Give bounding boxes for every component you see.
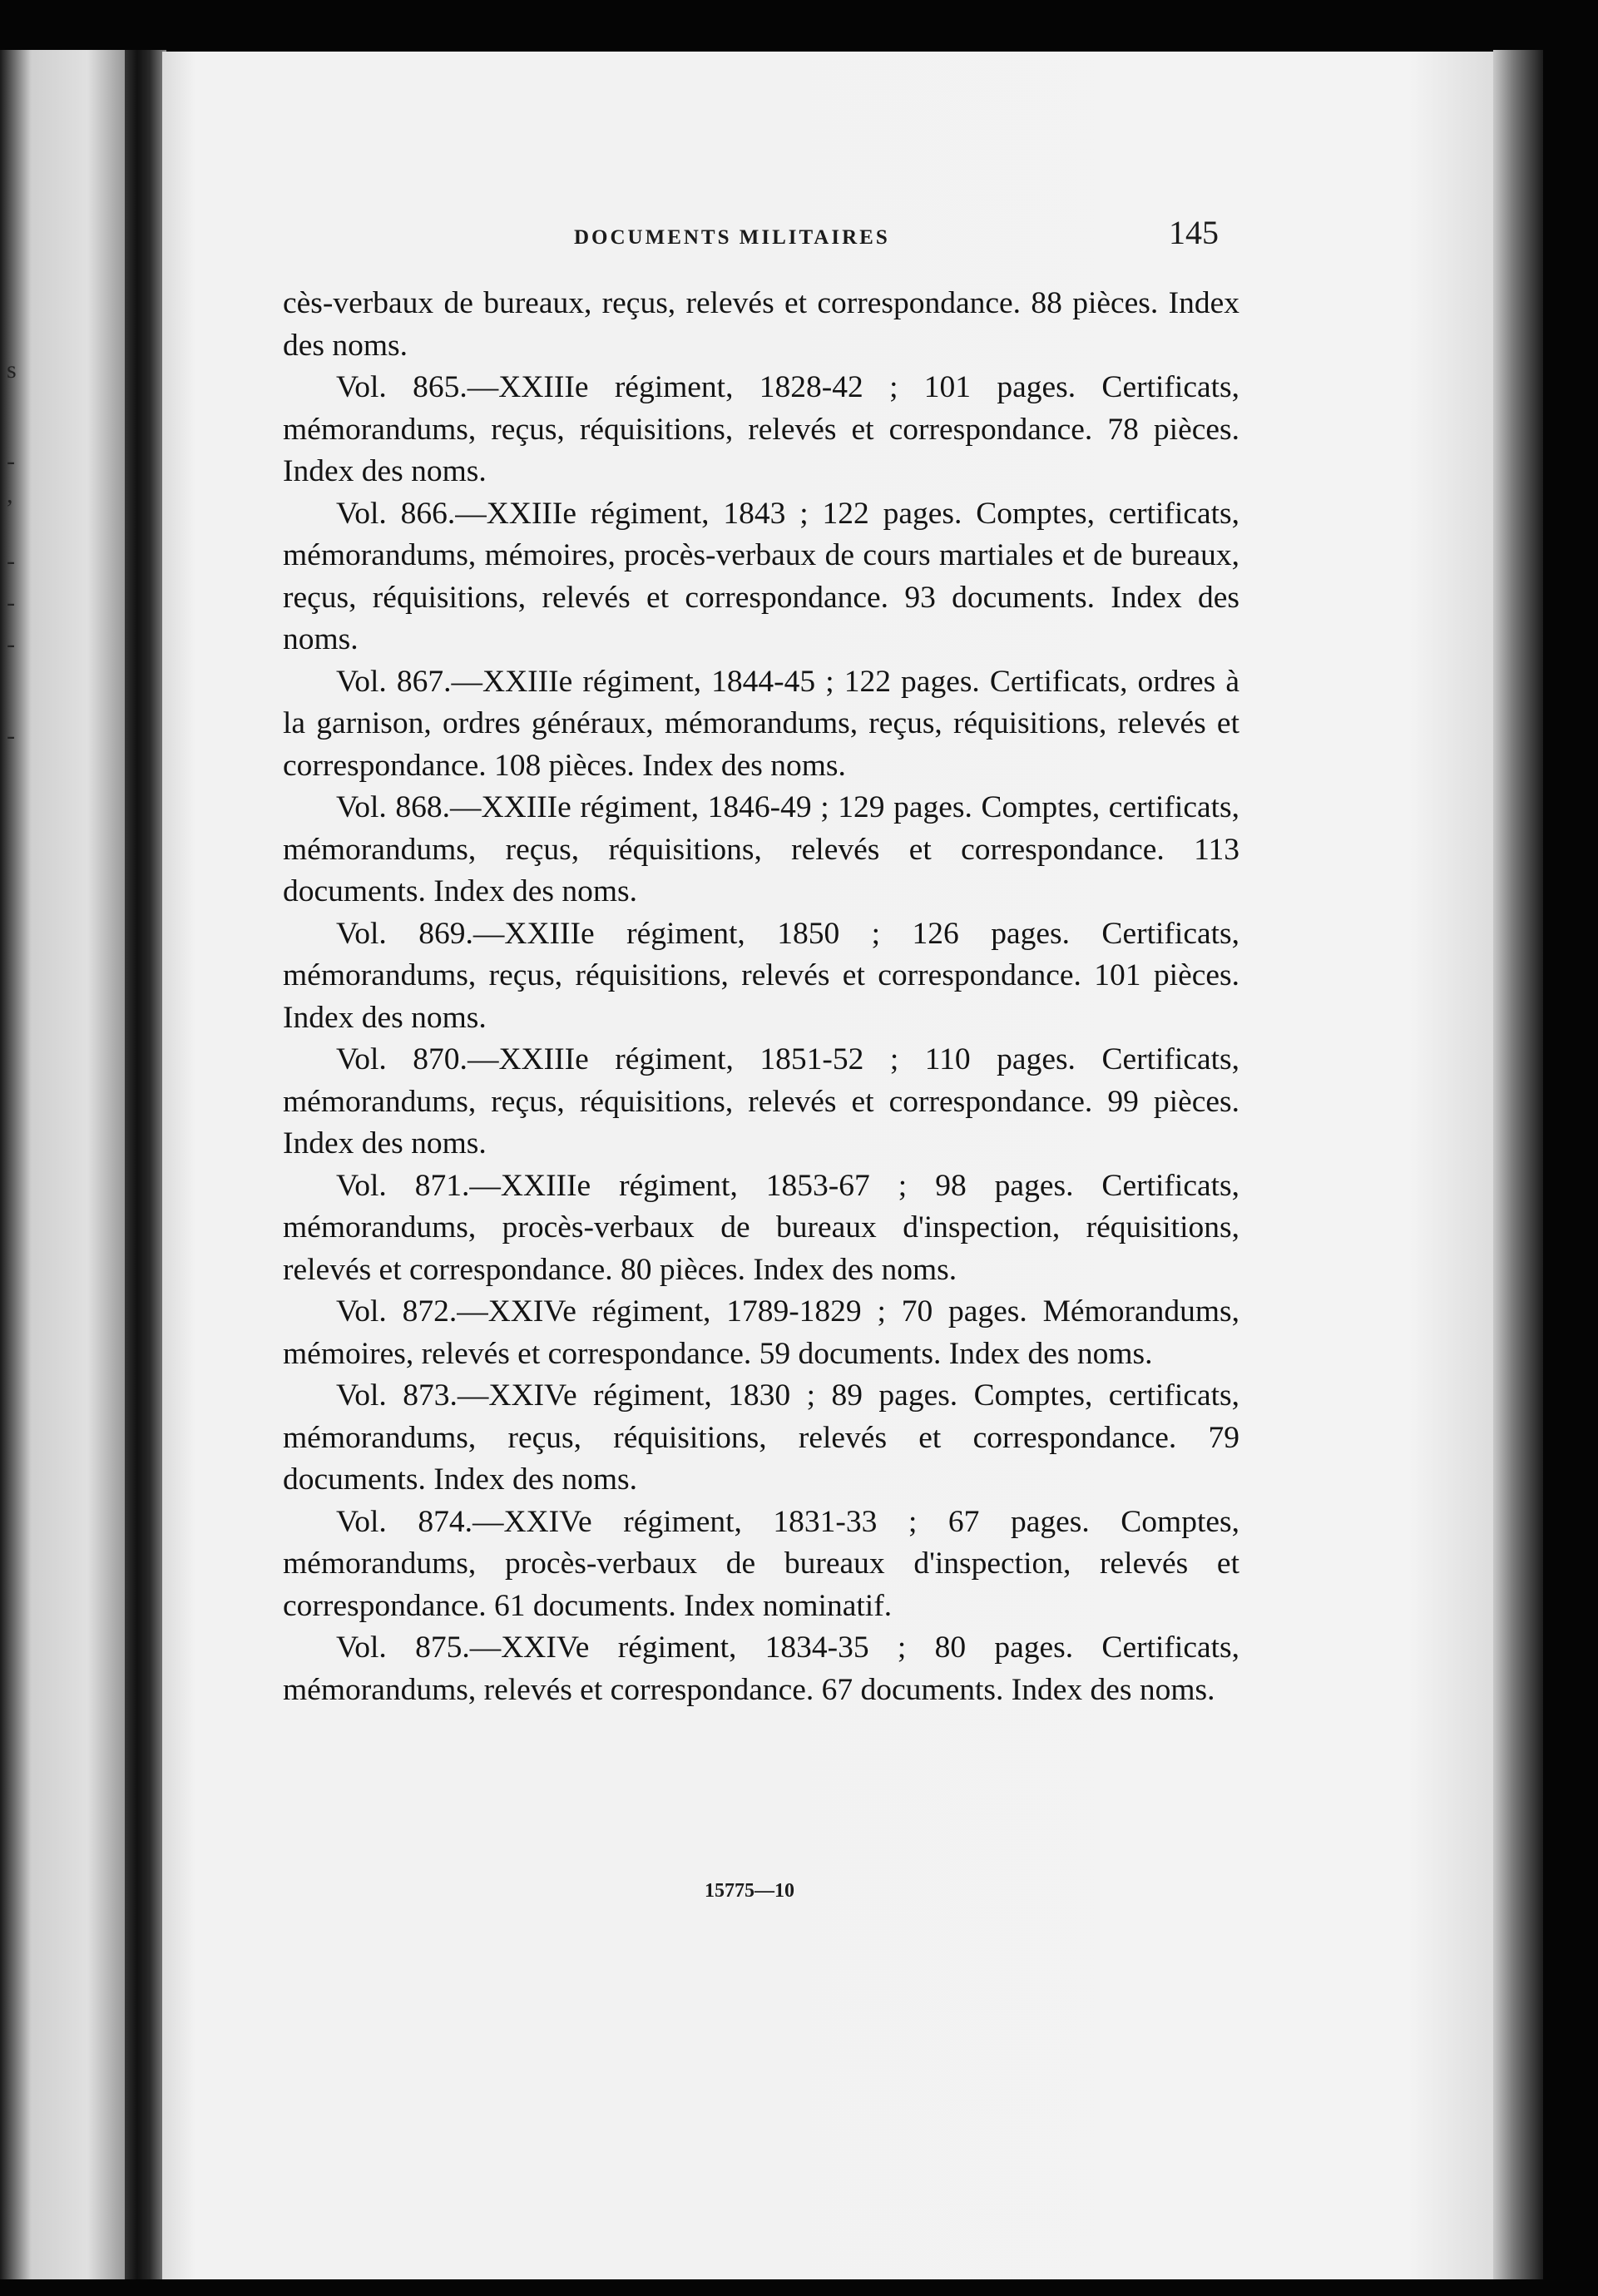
previous-page-edge — [0, 50, 125, 2279]
volume-entry-865 — [283, 367, 1239, 493]
volume-entry-871 — [283, 1165, 1239, 1292]
volume-entry-867 — [283, 661, 1239, 788]
volume-description: —XXIIIe régiment, 1843 ; 122 pages. Comptes, certificats, mémorandums, mémoires, procès-verbaux de cours martiales et de bureaux, reçus, réquisitions, relevés et correspondance. 93 documents. Index des noms. — [283, 496, 1240, 656]
volume-number: Vol. 869. — [336, 916, 473, 951]
volume-entry-870 — [283, 1039, 1239, 1165]
fragment: - — [7, 547, 15, 575]
volume-entry-873 — [283, 1375, 1239, 1502]
volume-description: —XXIIIe régiment, 1844-45 ; 122 pages. Certificats, ordres à la garnison, ordres généraux, mémorandums, reçus, réquisitions, relevés et correspondance. 108 pièces. Index des noms. — [283, 664, 1240, 783]
volume-number: Vol. 870. — [336, 1042, 468, 1076]
volume-description: —XXIVe régiment, 1830 ; 89 pages. Comptes, certificats, mémorandums, reçus, réquisitions, relevés et correspondance. 79 documents. Index des noms. — [283, 1378, 1239, 1497]
page-right-edge — [1493, 50, 1543, 2279]
volume-description: —XXIVe régiment, 1831-33 ; 67 pages. Comptes, mémorandums, procès-verbaux de bureaux d'inspection, relevés et correspondance. 61 documents. Index nominatif. — [283, 1504, 1239, 1623]
volume-description: —XXIIIe régiment, 1850 ; 126 pages. Certificats, mémorandums, reçus, réquisitions, relevés et correspondance. 101 pièces. Index des noms. — [283, 916, 1239, 1035]
volume-description: —XXIIIe régiment, 1846-49 ; 129 pages. Comptes, certificats, mémorandums, reçus, réquisitions, relevés et correspondance. 113 documents. Index des noms. — [283, 790, 1240, 908]
volume-description: —XXIIIe régiment, 1828-42 ; 101 pages. Certificats, mémorandums, reçus, réquisitions, relevés et correspondance. 78 pièces. Index des noms. — [283, 370, 1240, 488]
volume-number: Vol. 872. — [336, 1294, 458, 1329]
page-body — [283, 283, 1239, 1711]
volume-number: Vol. 873. — [336, 1378, 458, 1413]
fragment: s — [7, 356, 17, 383]
page-number: 145 — [1169, 214, 1219, 251]
volume-number: Vol. 874. — [336, 1504, 472, 1539]
volume-entry-872 — [283, 1291, 1239, 1375]
volume-description: —XXIIIe régiment, 1853-67 ; 98 pages. Certificats, mémorandums, procès-verbaux de bureaux d'inspection, réquisitions, relevés et correspondance. 80 pièces. Index des noms. — [283, 1168, 1239, 1287]
volume-number: Vol. 868. — [336, 790, 451, 824]
volume-entry-866 — [283, 493, 1239, 661]
running-head: DOCUMENTS MILITAIRES — [574, 226, 890, 249]
fragment: , — [7, 481, 13, 508]
book-gutter — [125, 50, 166, 2279]
volume-number: Vol. 867. — [336, 664, 452, 699]
printer-signature-mark: 15775—10 — [705, 1880, 794, 1902]
volume-entry-875 — [283, 1627, 1239, 1711]
volume-entry-869 — [283, 913, 1239, 1040]
volume-number: Vol. 875. — [336, 1630, 470, 1665]
volume-number: Vol. 866. — [336, 496, 456, 531]
fragment: - — [7, 631, 15, 658]
volume-description: —XXIVe régiment, 1789-1829 ; 70 pages. Mémorandums, mémoires, relevés et correspondance. 59 documents. Index des noms. — [283, 1294, 1239, 1371]
volume-entry-874 — [283, 1502, 1239, 1628]
paragraph-text: cès-verbaux de bureaux, reçus, relevés et correspondance. 88 pièces. Index des noms. — [283, 286, 1239, 363]
volume-number: Vol. 865. — [336, 370, 468, 404]
volume-entry-868 — [283, 787, 1239, 913]
volume-description: —XXIIIe régiment, 1851-52 ; 110 pages. Certificats, mémorandums, reçus, réquisitions, relevés et correspondance. 99 pièces. Index des noms. — [283, 1042, 1240, 1160]
fragment: - — [7, 589, 15, 616]
previous-page-fragments — [7, 349, 23, 757]
paragraph-continuation — [283, 283, 1239, 367]
volume-number: Vol. 871. — [336, 1168, 470, 1203]
volume-description: —XXIVe régiment, 1834-35 ; 80 pages. Certificats, mémorandums, relevés et correspondance. 67 documents. Index des noms. — [283, 1630, 1239, 1707]
fragment: - — [7, 722, 15, 750]
fragment: - — [7, 448, 15, 475]
